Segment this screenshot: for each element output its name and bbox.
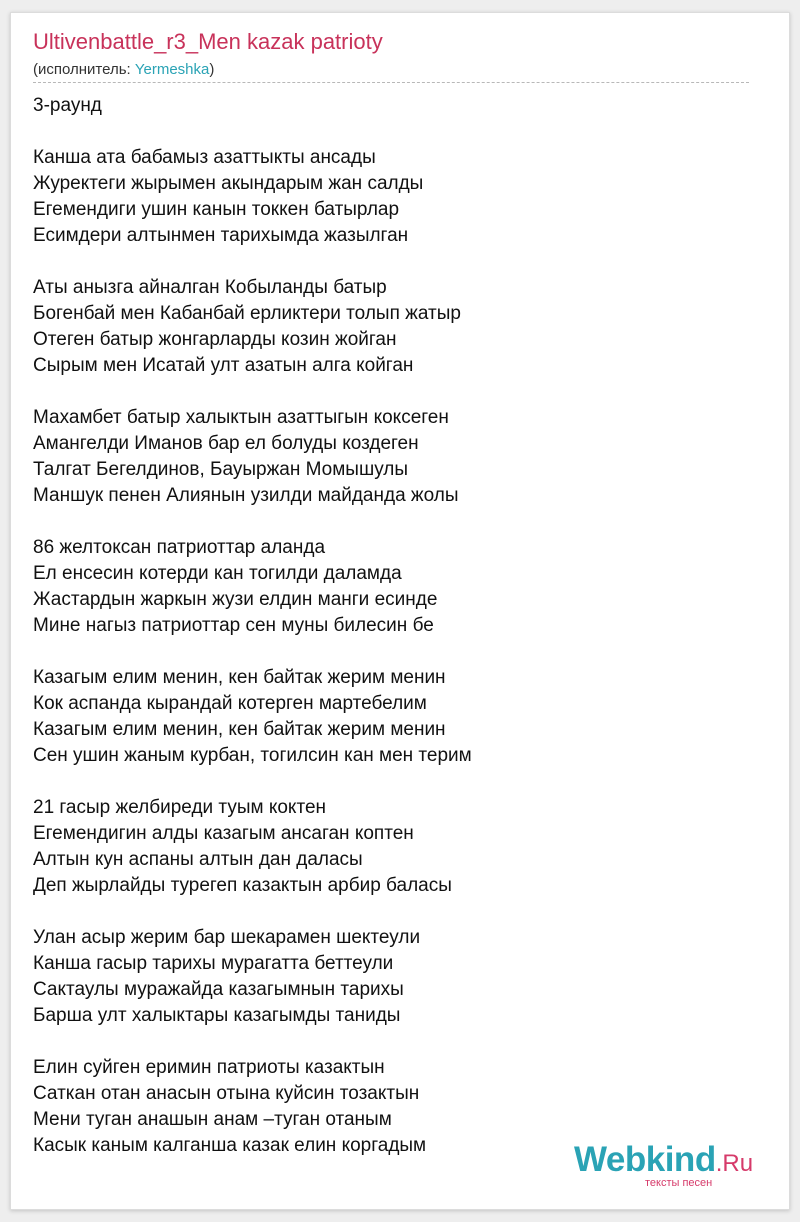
lyric-line: Богенбай мен Кабанбай ерликтери толып жатыр (33, 303, 461, 324)
lyric-line: Ел енсесин котерди кан тогилди даламда (33, 563, 402, 584)
lyric-line: Саткан отан анасын отына куйсин тозактын (33, 1083, 420, 1104)
lyrics-stanza (33, 275, 753, 379)
artist-suffix: ) (209, 61, 215, 78)
lyric-line: Журектеги жырымен акындарым жан салды (33, 173, 424, 194)
lyric-line: 3-раунд (33, 95, 102, 116)
lyric-line: Сактаулы муражайда казагымнын тарихы (33, 979, 404, 1000)
lyrics-stanza (33, 925, 753, 1029)
lyric-line: Сырым мен Исатай улт азатын алга койган (33, 355, 414, 376)
lyric-line: Аты анызга айналган Кобыланды батыр (33, 277, 387, 298)
logo-subtitle: тексты песен (645, 1177, 713, 1189)
lyric-line: Деп жырлайды турегеп казактын арбир баласы (33, 875, 452, 896)
lyric-line: Мени туган анашын анам –туган отаным (33, 1109, 392, 1130)
lyrics-stanza (33, 665, 753, 769)
lyrics-stanza (33, 93, 753, 119)
lyric-line: Улан асыр жерим бар шекарамен шектеули (33, 927, 421, 948)
lyrics-stanza (33, 535, 753, 639)
lyric-line: Амангелди Иманов бар ел болуды коздеген (33, 433, 419, 454)
artist-link[interactable]: Yermeshka (134, 61, 210, 78)
artist-prefix: (исполнитель: (33, 61, 135, 78)
lyric-line: Мине нагыз патриоттар сен муны билесин бе (33, 615, 434, 636)
header-divider (33, 82, 749, 83)
lyric-line: Канша ата бабамыз азаттыкты ансады (33, 147, 376, 168)
lyric-line: Маншук пенен Алиянын узилди майданда жолы (33, 485, 459, 506)
logo-tld: .Ru (715, 1150, 754, 1177)
lyric-line: Казагым елим менин, кен байтак жерим менин (33, 667, 446, 688)
lyrics-stanza (33, 795, 753, 899)
lyric-line: Есимдери алтынмен тарихымда жазылган (33, 225, 409, 246)
lyric-line: Алтын кун аспаны алтын дан даласы (33, 849, 363, 870)
logo-wordmark (574, 1140, 753, 1180)
logo-main-text: Webkind (574, 1140, 716, 1179)
lyrics-stanza (33, 405, 753, 509)
lyric-line: Жастардын жаркын жузи елдин манги есинде (33, 589, 438, 610)
lyrics-body (33, 93, 753, 1185)
lyric-line: 86 желтоксан патриоттар аланда (33, 537, 326, 558)
site-logo[interactable] (574, 1140, 774, 1190)
lyrics-stanza (33, 145, 753, 249)
lyric-line: Егемендигин алды казагым ансаган коптен (33, 823, 414, 844)
lyric-line: Талгат Бегелдинов, Бауыржан Момышулы (33, 459, 409, 480)
lyric-line: Касык каным калганша казак елин коргадым (33, 1135, 427, 1156)
lyric-line: Канша гасыр тарихы мурагатта беттеули (33, 953, 394, 974)
lyric-line: Махамбет батыр халыктын азаттыгын коксеген (33, 407, 449, 428)
lyric-line: Казагым елим менин, кен байтак жерим менин (33, 719, 446, 740)
lyric-line: Елин суйген еримин патриоты казактын (33, 1057, 385, 1078)
lyric-line: Егемендиги ушин канын токкен батырлар (33, 199, 400, 220)
lyric-line: Сен ушин жаным курбан, тогилсин кан мен терим (33, 745, 472, 766)
artist-line (33, 61, 214, 78)
lyric-line: Кок аспанда кырандай котерген мартебелим (33, 693, 427, 714)
lyric-line: 21 гасыр желбиреди туым коктен (33, 797, 326, 818)
lyric-line: Отеген батыр жонгарларды козин жойган (33, 329, 397, 350)
lyric-line: Барша улт халыктары казагымды таниды (33, 1005, 401, 1026)
page-title: Ultivenbattle_r3_Men kazak patrioty (33, 29, 383, 54)
